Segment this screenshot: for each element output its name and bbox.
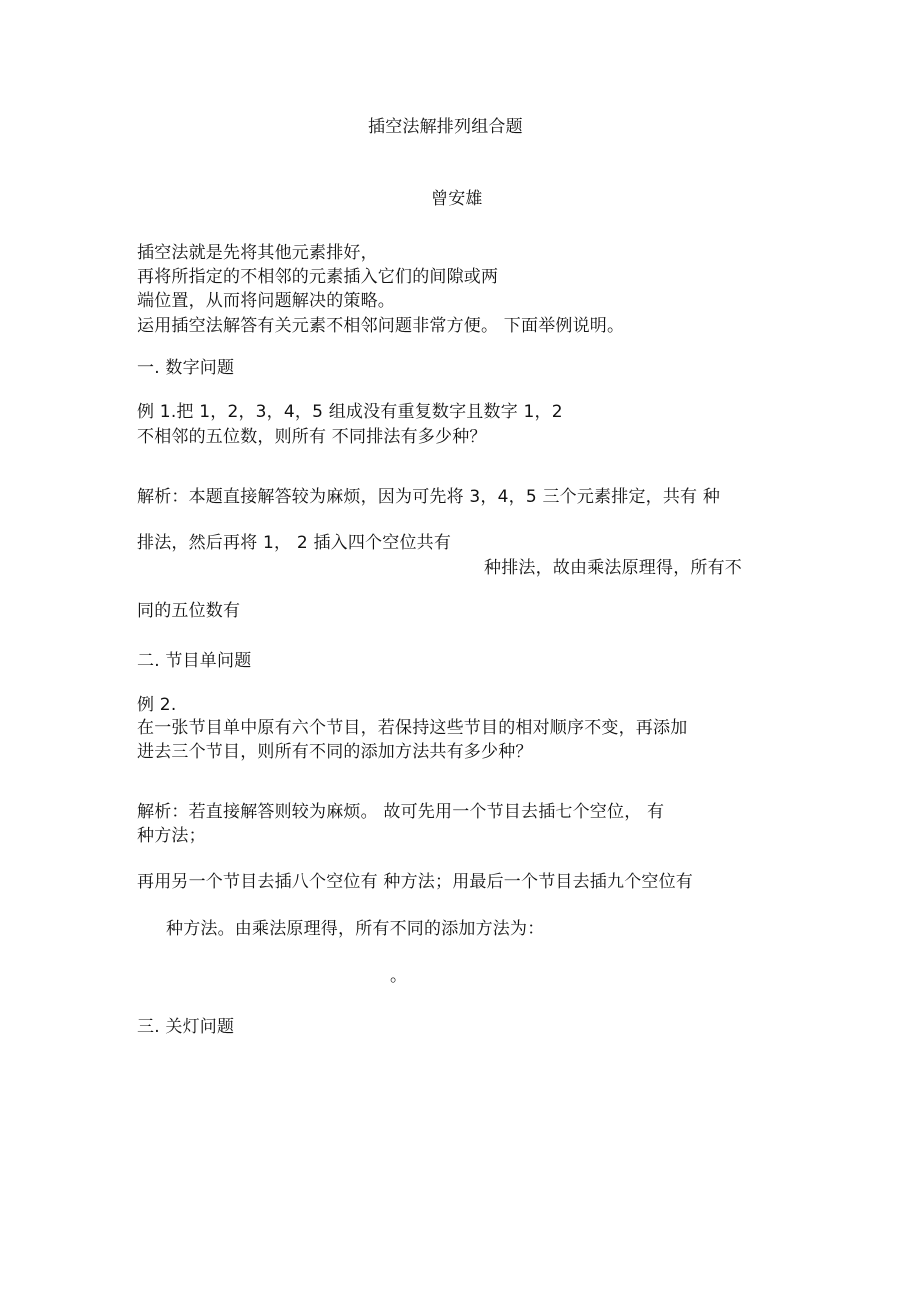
document-title: 插空法解排列组合题 xyxy=(368,117,523,137)
analysis-2-line: 种方法； xyxy=(137,826,206,846)
section-heading-3: 三. 关灯问题 xyxy=(137,1017,235,1037)
intro-line: 端位置，从而将问题解决的策略。 xyxy=(137,291,395,311)
analysis-2-line: 。 xyxy=(390,966,408,986)
intro-line: 运用插空法解答有关元素不相邻问题非常方便。 下面举例说明。 xyxy=(137,316,625,336)
analysis-2-line: 再用另一个节目去插八个空位有 种方法；用最后一个节目去插九个空位有 xyxy=(137,872,694,892)
intro-line: 再将所指定的不相邻的元素插入它们的间隙或两 xyxy=(137,267,499,287)
analysis-2-line: 解析：若直接解答则较为麻烦。 故可先用一个节目去插七个空位， 有 xyxy=(137,802,665,822)
analysis-2-line: 种方法。由乘法原理得，所有不同的添加方法为： xyxy=(166,919,545,939)
analysis-1-line: 排法，然后再将 1， 2 插入四个空位共有 xyxy=(137,533,452,553)
example-1-line: 不相邻的五位数，则所有 不同排法有多少种？ xyxy=(137,427,487,447)
analysis-1-line: 同的五位数有 xyxy=(137,601,241,621)
example-1-line: 例 1.把 1，2，3，4，5 组成没有重复数字且数字 1，2 xyxy=(137,402,563,422)
example-2-line: 在一张节目单中原有六个节目，若保持这些节目的相对顺序不变，再添加 xyxy=(137,718,688,738)
section-heading-1: 一. 数字问题 xyxy=(137,358,235,378)
intro-line: 插空法就是先将其他元素排好， xyxy=(137,243,378,263)
document-author: 曾安雄 xyxy=(431,189,483,209)
example-2-line: 例 2. xyxy=(137,695,177,715)
section-heading-2: 二. 节目单问题 xyxy=(137,651,252,671)
analysis-1-line: 种排法，故由乘法原理得，所有不 xyxy=(484,558,742,578)
analysis-1-line: 解析：本题直接解答较为麻烦，因为可先将 3，4，5 三个元素排定，共有 种 xyxy=(137,487,721,507)
example-2-line: 进去三个节目，则所有不同的添加方法共有多少种？ xyxy=(137,742,533,762)
